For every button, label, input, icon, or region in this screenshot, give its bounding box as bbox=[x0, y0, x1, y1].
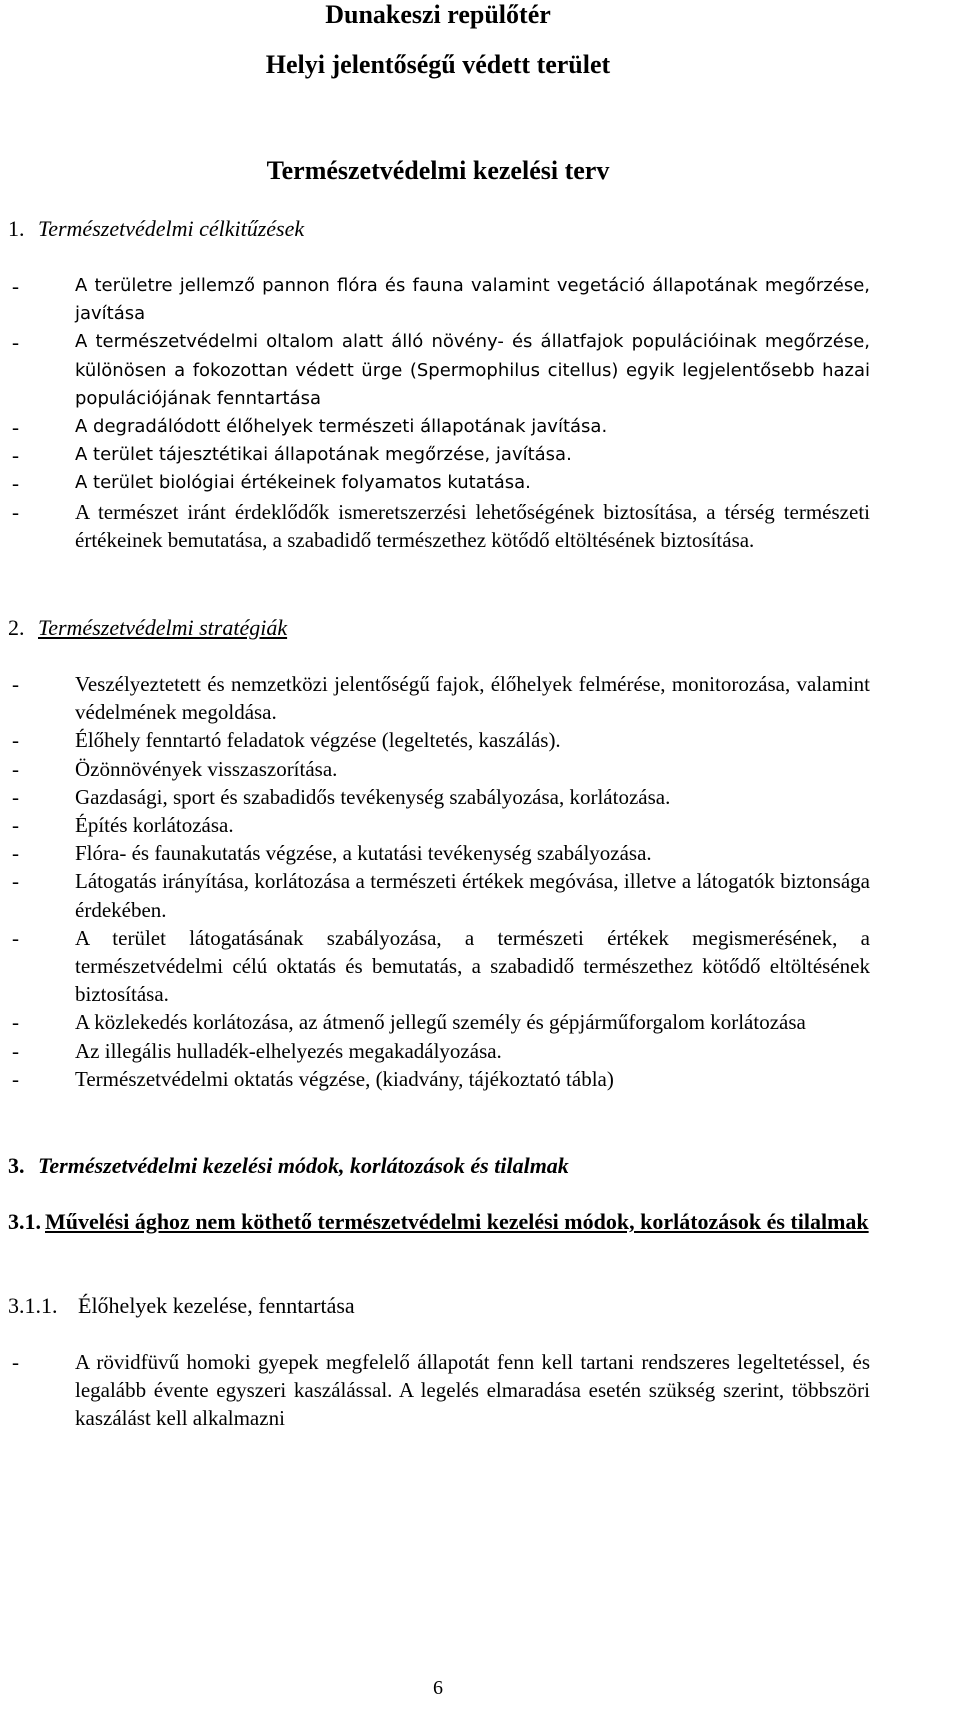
list-item: - A terület látogatásának szabályozása, a természeti értékek megismerésének, a természetvédelmi célú oktatás és bemutatás, a szabadidő természethez kötődő eltöltésének biztosítása. bbox=[8, 924, 870, 1009]
list-item: - Veszélyeztetett és nemzetközi jelentőségű fajok, élőhelyek felmérése, monitorozása, valamint védelmének megoldása. bbox=[8, 670, 870, 726]
section-2-list bbox=[8, 670, 870, 1093]
list-item: - Özönnövények visszaszorítása. bbox=[8, 755, 870, 783]
list-item: - A rövidfüvű homoki gyepek megfelelő állapotát fenn kell tartani rendszeres legeltetéssel, és legalább évente egyszeri kaszálással. A legelés elmaradása esetén szükség szerint, többszöri kaszálást kell alkalmazni bbox=[8, 1348, 870, 1433]
section-3-1-title: Művelési ághoz nem köthető természetvédelmi kezelési módok, korlátozások és tilalmak bbox=[45, 1209, 869, 1234]
section-3-title: Természetvédelmi kezelési módok, korlátozások és tilalmak bbox=[38, 1153, 569, 1178]
section-2-number: 2. bbox=[8, 615, 25, 640]
list-item: - Természetvédelmi oktatás végzése, (kiadvány, tájékoztató tábla) bbox=[8, 1065, 870, 1093]
document-subtitle: Helyi jelentőségű védett terület bbox=[265, 50, 611, 79]
page-number: 6 bbox=[433, 1677, 443, 1699]
section-3-number: 3. bbox=[8, 1153, 25, 1178]
section-2-heading bbox=[8, 614, 287, 642]
list-item: - A természet iránt érdeklődők ismeretszerzési lehetőségének biztosítása, a térség természeti értékeinek bemutatása, a szabadidő természethez kötődő eltöltésének biztosítása. bbox=[8, 498, 870, 554]
section-1-number: 1. bbox=[8, 216, 25, 241]
section-3-1-1-list bbox=[8, 1348, 870, 1433]
list-item: - Látogatás irányítása, korlátozása a természeti értékek megóvása, illetve a látogatók biztonsága érdekében. bbox=[8, 867, 870, 923]
list-item: - A közlekedés korlátozása, az átmenő jellegű személy és gépjárműforgalom korlátozása bbox=[8, 1008, 870, 1036]
list-item: - Az illegális hulladék-elhelyezés megakadályozása. bbox=[8, 1037, 870, 1065]
list-item: - A terület biológiai értékeinek folyamatos kutatása. bbox=[8, 469, 870, 497]
section-2-title: Természetvédelmi stratégiák bbox=[38, 615, 288, 640]
list-item: - Élőhely fenntartó feladatok végzése (legeltetés, kaszálás). bbox=[8, 726, 870, 754]
section-3-heading bbox=[8, 1152, 569, 1180]
list-item: - Flóra- és faunakutatás végzése, a kutatási tevékenység szabályozása. bbox=[8, 839, 870, 867]
section-3-1-heading bbox=[8, 1208, 874, 1236]
section-3-1-1-heading bbox=[8, 1292, 355, 1320]
section-3-1-1-title: Élőhelyek kezelése, fenntartása bbox=[78, 1293, 355, 1318]
section-1-list bbox=[8, 272, 870, 554]
plan-title: Természetvédelmi kezelési terv bbox=[266, 156, 610, 185]
list-item: - Gazdasági, sport és szabadidős tevékenység szabályozása, korlátozása. bbox=[8, 783, 870, 811]
document-title: Dunakeszi repülőtér bbox=[325, 0, 551, 29]
list-item: - A degradálódott élőhelyek természeti állapotának javítása. bbox=[8, 413, 870, 441]
list-item: - Építés korlátozása. bbox=[8, 811, 870, 839]
list-item: - A területre jellemző pannon flóra és fauna valamint vegetáció állapotának megőrzése, javítása bbox=[8, 272, 870, 328]
section-1-heading bbox=[8, 215, 304, 243]
section-3-1-1-number: 3.1.1. bbox=[8, 1293, 58, 1318]
list-item: - A természetvédelmi oltalom alatt álló növény- és állatfajok populációinak megőrzése, különösen a fokozottan védett ürge (Spermophilus citellus) egyik legjelentősebb hazai populációjának fenntartása bbox=[8, 328, 870, 413]
list-item: - A terület tájesztétikai állapotának megőrzése, javítása. bbox=[8, 441, 870, 469]
section-3-1-number: 3.1. bbox=[8, 1209, 41, 1234]
section-1-title: Természetvédelmi célkitűzések bbox=[38, 216, 305, 241]
